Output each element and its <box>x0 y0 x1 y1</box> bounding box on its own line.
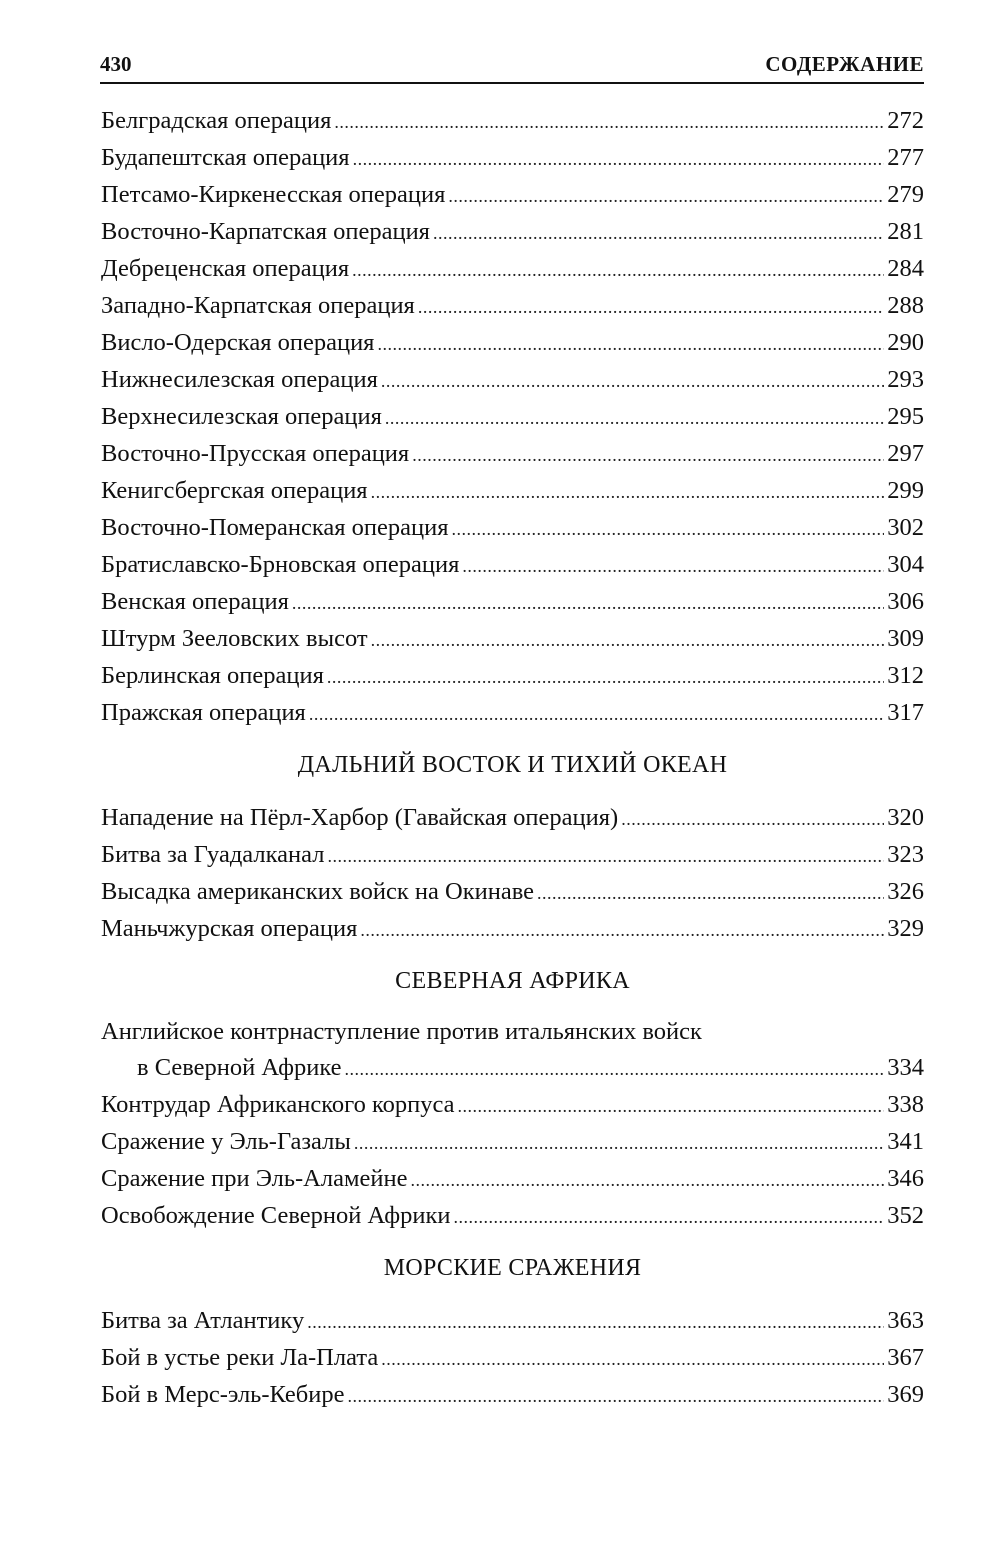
toc-entry-page: 277 <box>887 144 924 171</box>
dot-leader <box>347 1378 884 1415</box>
dot-leader <box>385 400 884 437</box>
dot-leader <box>371 622 885 659</box>
toc-entry-title: Восточно-Карпатская операция <box>101 218 430 245</box>
toc-entry-title: Бой в устье реки Ла-Плата <box>101 1344 379 1371</box>
toc-entry-page: 302 <box>887 514 924 541</box>
toc-entry-title: Будапештская операция <box>101 144 350 171</box>
toc-entry <box>101 657 924 694</box>
toc-entry <box>101 1086 924 1123</box>
toc-entry-title: Битва за Атлантику <box>101 1307 305 1334</box>
toc-entry-title: Братиславско-Брновская операция <box>101 551 460 578</box>
toc-entry-page: 272 <box>887 107 924 134</box>
toc-entry <box>101 361 924 398</box>
toc-entry <box>101 1049 924 1086</box>
toc-entry-page: 288 <box>887 292 924 319</box>
toc-entry-page: 309 <box>887 625 924 652</box>
dot-leader <box>412 437 884 474</box>
toc-entry <box>101 472 924 509</box>
toc-entry <box>101 1302 924 1339</box>
toc-entry-page: 306 <box>887 588 924 615</box>
toc-entry-title: Штурм Зееловских высот <box>101 625 368 652</box>
toc-entry-page: 338 <box>887 1091 924 1118</box>
toc-entry-page: 323 <box>887 841 924 868</box>
toc-entry <box>101 620 924 657</box>
toc-entry-page: 341 <box>887 1128 924 1155</box>
dot-leader <box>307 1304 884 1341</box>
toc-entry-title: Восточно-Прусская операция <box>101 440 410 467</box>
dot-leader <box>381 1341 884 1378</box>
toc-entry <box>101 1339 924 1376</box>
dot-leader <box>327 838 884 875</box>
running-title: СОДЕРЖАНИЕ <box>765 52 924 76</box>
dot-leader <box>458 1088 885 1125</box>
toc-entry <box>101 324 924 361</box>
toc-entry-title: Берлинская операция <box>101 662 324 689</box>
dot-leader <box>334 104 884 141</box>
dot-leader <box>433 215 884 252</box>
toc-entry-title: Верхнесилезская операция <box>101 403 382 430</box>
toc-entry <box>101 694 924 731</box>
toc-entry-page: 279 <box>887 181 924 208</box>
toc-block-north-africa <box>101 1015 924 1234</box>
toc-entry-title: Нижнесилезская операция <box>101 366 378 393</box>
toc-entry <box>101 799 924 836</box>
toc-entry-title: Высадка американских войск на Окинаве <box>101 878 535 905</box>
toc-entry-page: 346 <box>887 1165 924 1192</box>
section-title-north-africa: СЕВЕРНАЯ АФРИКА <box>395 968 630 994</box>
toc-entry-page: 367 <box>887 1344 924 1371</box>
table-of-contents <box>101 102 924 1413</box>
section-title-far-east: ДАЛЬНИЙ ВОСТОК И ТИХИЙ ОКЕАН <box>297 752 728 778</box>
toc-entry-title: Венская операция <box>101 588 289 615</box>
toc-entry-title: Висло-Одерская операция <box>101 329 375 356</box>
toc-entry-title: Сражение у Эль-Газалы <box>101 1128 351 1155</box>
toc-entry <box>101 509 924 546</box>
toc-entry-page: 369 <box>887 1381 924 1408</box>
toc-entry-page: 284 <box>887 255 924 282</box>
toc-entry-title: Белградская операция <box>101 107 332 134</box>
toc-entry-title: Кенигсбергская операция <box>101 477 368 504</box>
toc-entry-page: 352 <box>887 1202 924 1229</box>
dot-leader <box>453 1199 884 1236</box>
toc-entry-title-line2: в Северной Африке <box>137 1054 342 1081</box>
dot-leader <box>462 548 884 585</box>
toc-entry-title: Битва за Гуадалканал <box>101 841 325 868</box>
toc-entry <box>101 836 924 873</box>
toc-entry-page: 304 <box>887 551 924 578</box>
toc-entry-page: 320 <box>887 804 924 831</box>
dot-leader <box>418 289 884 326</box>
toc-entry-title: Западно-Карпатская операция <box>101 292 415 319</box>
dot-leader <box>353 141 885 178</box>
dot-leader <box>448 178 884 215</box>
dot-leader <box>410 1162 884 1199</box>
toc-entry <box>101 546 924 583</box>
toc-entry <box>101 398 924 435</box>
toc-entry <box>101 213 924 250</box>
toc-entry-page: 312 <box>887 662 924 689</box>
toc-entry <box>101 102 924 139</box>
toc-entry <box>101 873 924 910</box>
dot-leader <box>327 659 884 696</box>
toc-entry-title: Контрудар Африканского корпуса <box>101 1091 455 1118</box>
toc-entry-page: 290 <box>887 329 924 356</box>
toc-entry <box>101 176 924 213</box>
toc-entry <box>101 910 924 947</box>
toc-block-far-east <box>101 799 924 947</box>
toc-entry-page: 317 <box>887 699 924 726</box>
dot-leader <box>377 326 884 363</box>
running-header <box>100 48 924 84</box>
toc-entry <box>101 435 924 472</box>
toc-entry-title: Бой в Мерс-эль-Кебире <box>101 1381 345 1408</box>
toc-entry <box>101 139 924 176</box>
toc-entry-title: Петсамо-Киркенесская операция <box>101 181 446 208</box>
dot-leader <box>360 912 884 949</box>
toc-entry <box>101 1197 924 1234</box>
toc-entry-title: Маньчжурская операция <box>101 915 358 942</box>
toc-entry-page: 329 <box>887 915 924 942</box>
toc-block-naval <box>101 1302 924 1413</box>
dot-leader <box>309 696 884 733</box>
toc-entry <box>101 250 924 287</box>
toc-entry-page: 299 <box>887 477 924 504</box>
toc-entry-page: 297 <box>887 440 924 467</box>
toc-entry-page: 363 <box>887 1307 924 1334</box>
toc-entry-title: Пражская операция <box>101 699 306 726</box>
dot-leader <box>354 1125 884 1162</box>
page-number: 430 <box>100 52 132 76</box>
dot-leader <box>371 474 885 511</box>
toc-entry-title: Дебреценская операция <box>101 255 350 282</box>
toc-entry <box>101 1376 924 1413</box>
toc-entry <box>101 287 924 324</box>
section-title-naval: МОРСКИЕ СРАЖЕНИЯ <box>383 1255 642 1281</box>
dot-leader <box>292 585 884 622</box>
toc-entry-title-line1: Английское контрнаступление против итальянских войск <box>101 1018 702 1045</box>
toc-entry-title: Нападение на Пёрл-Харбор (Гавайская операция) <box>101 804 619 831</box>
toc-entry <box>101 583 924 620</box>
dot-leader <box>345 1051 885 1088</box>
toc-entry <box>101 1160 924 1197</box>
toc-block-europe <box>101 102 924 731</box>
toc-entry-page: 293 <box>887 366 924 393</box>
toc-entry-page: 334 <box>887 1054 924 1081</box>
toc-entry-page: 281 <box>887 218 924 245</box>
toc-entry-page: 326 <box>887 878 924 905</box>
toc-entry-page: 295 <box>887 403 924 430</box>
toc-entry-title: Сражение при Эль-Аламейне <box>101 1165 408 1192</box>
toc-entry <box>101 1123 924 1160</box>
dot-leader <box>621 801 884 838</box>
dot-leader <box>352 252 884 289</box>
toc-entry-title: Восточно-Померанская операция <box>101 514 449 541</box>
dot-leader <box>381 363 884 400</box>
dot-leader <box>537 875 884 912</box>
toc-entry-title: Освобождение Северной Африки <box>101 1202 451 1229</box>
dot-leader <box>452 511 885 548</box>
